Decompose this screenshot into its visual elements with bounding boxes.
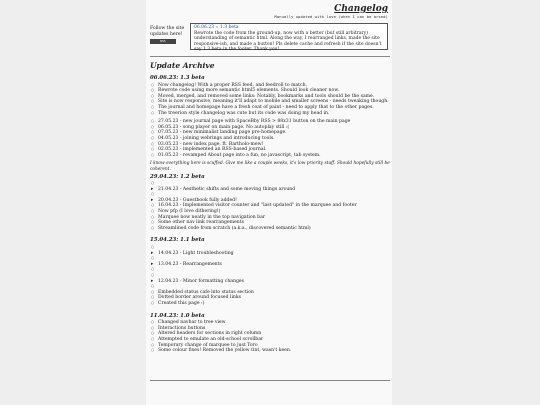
expandable-item[interactable]: ▸ 21.04.23 - Aesthetic shifts and some moving things around: [150, 187, 390, 193]
list-item: ○ 27.05.23 - new journal page with SpaceBby RSS > 88x31 button on the main page: [150, 119, 390, 125]
list-item: ○ 03.05.23 - new index page, ft. Bartholo-mew!: [150, 142, 390, 148]
version-list: [150, 245, 390, 307]
archive-content: [150, 76, 390, 357]
list-item: ○ Some colour fixes! Removed the yellow tint, wasn't keen.: [150, 348, 390, 354]
rss-box: [150, 26, 190, 45]
expandable-item[interactable]: ▸ 13.04.23 - Rearrangements: [150, 262, 390, 268]
expandable-item[interactable]: ▸ 14.04.23 - Light troubleshooting: [150, 251, 390, 257]
version-list: [150, 83, 390, 117]
latest-update-notice: [190, 23, 388, 53]
list-item: ○ Streamlined code from scratch (a.k.a., discovered semantic html): [150, 226, 390, 232]
list-item: ○ Site is now responsive, meaning it'll adapt to mobile and smaller screens - needs tweaking though.: [150, 99, 390, 105]
version-heading: 15.04.23: 1.1 beta: [150, 237, 205, 244]
page: [146, 0, 392, 405]
list-item: ○ 07.05.23 - new minimalist landing page pre-homepage.: [150, 130, 390, 136]
list-item: ○ The treerion style changelog was cute but its code was doing my head in.: [150, 111, 390, 117]
list-item: ○ 16.04.23 - Implemented visitor counter and "last updated" in the marquee and footer: [150, 203, 390, 209]
divider: [150, 380, 390, 381]
tagline: Manually updated with love (when I can be arsed): [274, 15, 388, 19]
list-item: ○ Altered headers for sections in right column: [150, 331, 390, 337]
list-item: ○ Now pfp (I love dithering!): [150, 209, 390, 215]
version-list: [150, 181, 390, 231]
archive-note: I know everything here is scuffed. Give me like a couple weeks, it's low priority stuff. Should hopefully still be coherent.: [150, 161, 390, 172]
list-item: ○ 02.05.23 - implemented an RSS-based journal.: [150, 147, 390, 153]
list-item: ○ Some other nav link rearrangements: [150, 220, 390, 226]
header: [275, 4, 388, 19]
version-heading: 11.04.23: 1.0 beta: [150, 312, 205, 319]
expandable-item[interactable]: ▸ 20.04.23 - Guestbook fully added!: [150, 198, 390, 204]
notice-version: 06.06.23 :: 1.3 beta: [194, 25, 239, 30]
list-item: ○ Rewrote code using more semantic html5 elements. Should look cleaner now.: [150, 88, 390, 94]
site-title-link[interactable]: Changelog: [334, 4, 388, 14]
version-heading: 29.04.23: 1.2 beta: [150, 173, 205, 180]
list-item: ○ Now changelog! With a proper RSS feed, and feedroll to match.: [150, 83, 390, 89]
list-item: ○ 04.05.23 - joining webrings and introducing tools.: [150, 136, 390, 142]
version-list: [150, 320, 390, 354]
list-item: ○ Attempted to emulate an old-school scrollbar: [150, 337, 390, 343]
list-item: ○ 01.05.23 - revamped About page into a fun, no javascript, tab system.: [150, 153, 390, 159]
list-item: ○ Interactions buttons: [150, 326, 390, 332]
list-item: ○ Temporary change of marquee to just Toro: [150, 343, 390, 349]
list-item: ○ Embedded status cafe into status section: [150, 290, 390, 296]
list-item: ○ Created this page :): [150, 301, 390, 307]
version-heading: 06.06.23: 1.3 beta: [150, 75, 205, 81]
rss-badge-button[interactable]: RSS: [150, 39, 176, 44]
list-item: ○ The journal and homepage have a fresh coat of paint - need to apply that to the other pages.: [150, 105, 390, 111]
archive-title: Update Archive: [150, 61, 215, 70]
version-list: [150, 119, 390, 158]
rss-text: Follow the site updates here!: [150, 26, 185, 37]
list-item: ○ Moved, merged, and removed some links: Notably, bookmarks and tools should be the same.: [150, 94, 390, 100]
list-item: ○ Changed navbar to tree view: [150, 320, 390, 326]
notice-text: Rewrote the code from the ground-up, now with a better (but still arbitrary) understanding of semantic html. Along the way, I rearranged links, made the site responsive-ish, and made a button! Pls delete cache and refresh if the site doesn't say 1.3 beta in the footer. Thank you!: [194, 30, 382, 53]
divider: [150, 56, 390, 57]
list-item: ○ Dotted border around focused links: [150, 295, 390, 301]
list-item: ○ 06.05.23 - song player on main page. No autoplay still :(: [150, 125, 390, 131]
list-item: ○ Marquee now neatly in the top navigation bar: [150, 215, 390, 221]
expandable-item[interactable]: ▸ 12.04.23 - Minor formatting changes: [150, 279, 390, 285]
